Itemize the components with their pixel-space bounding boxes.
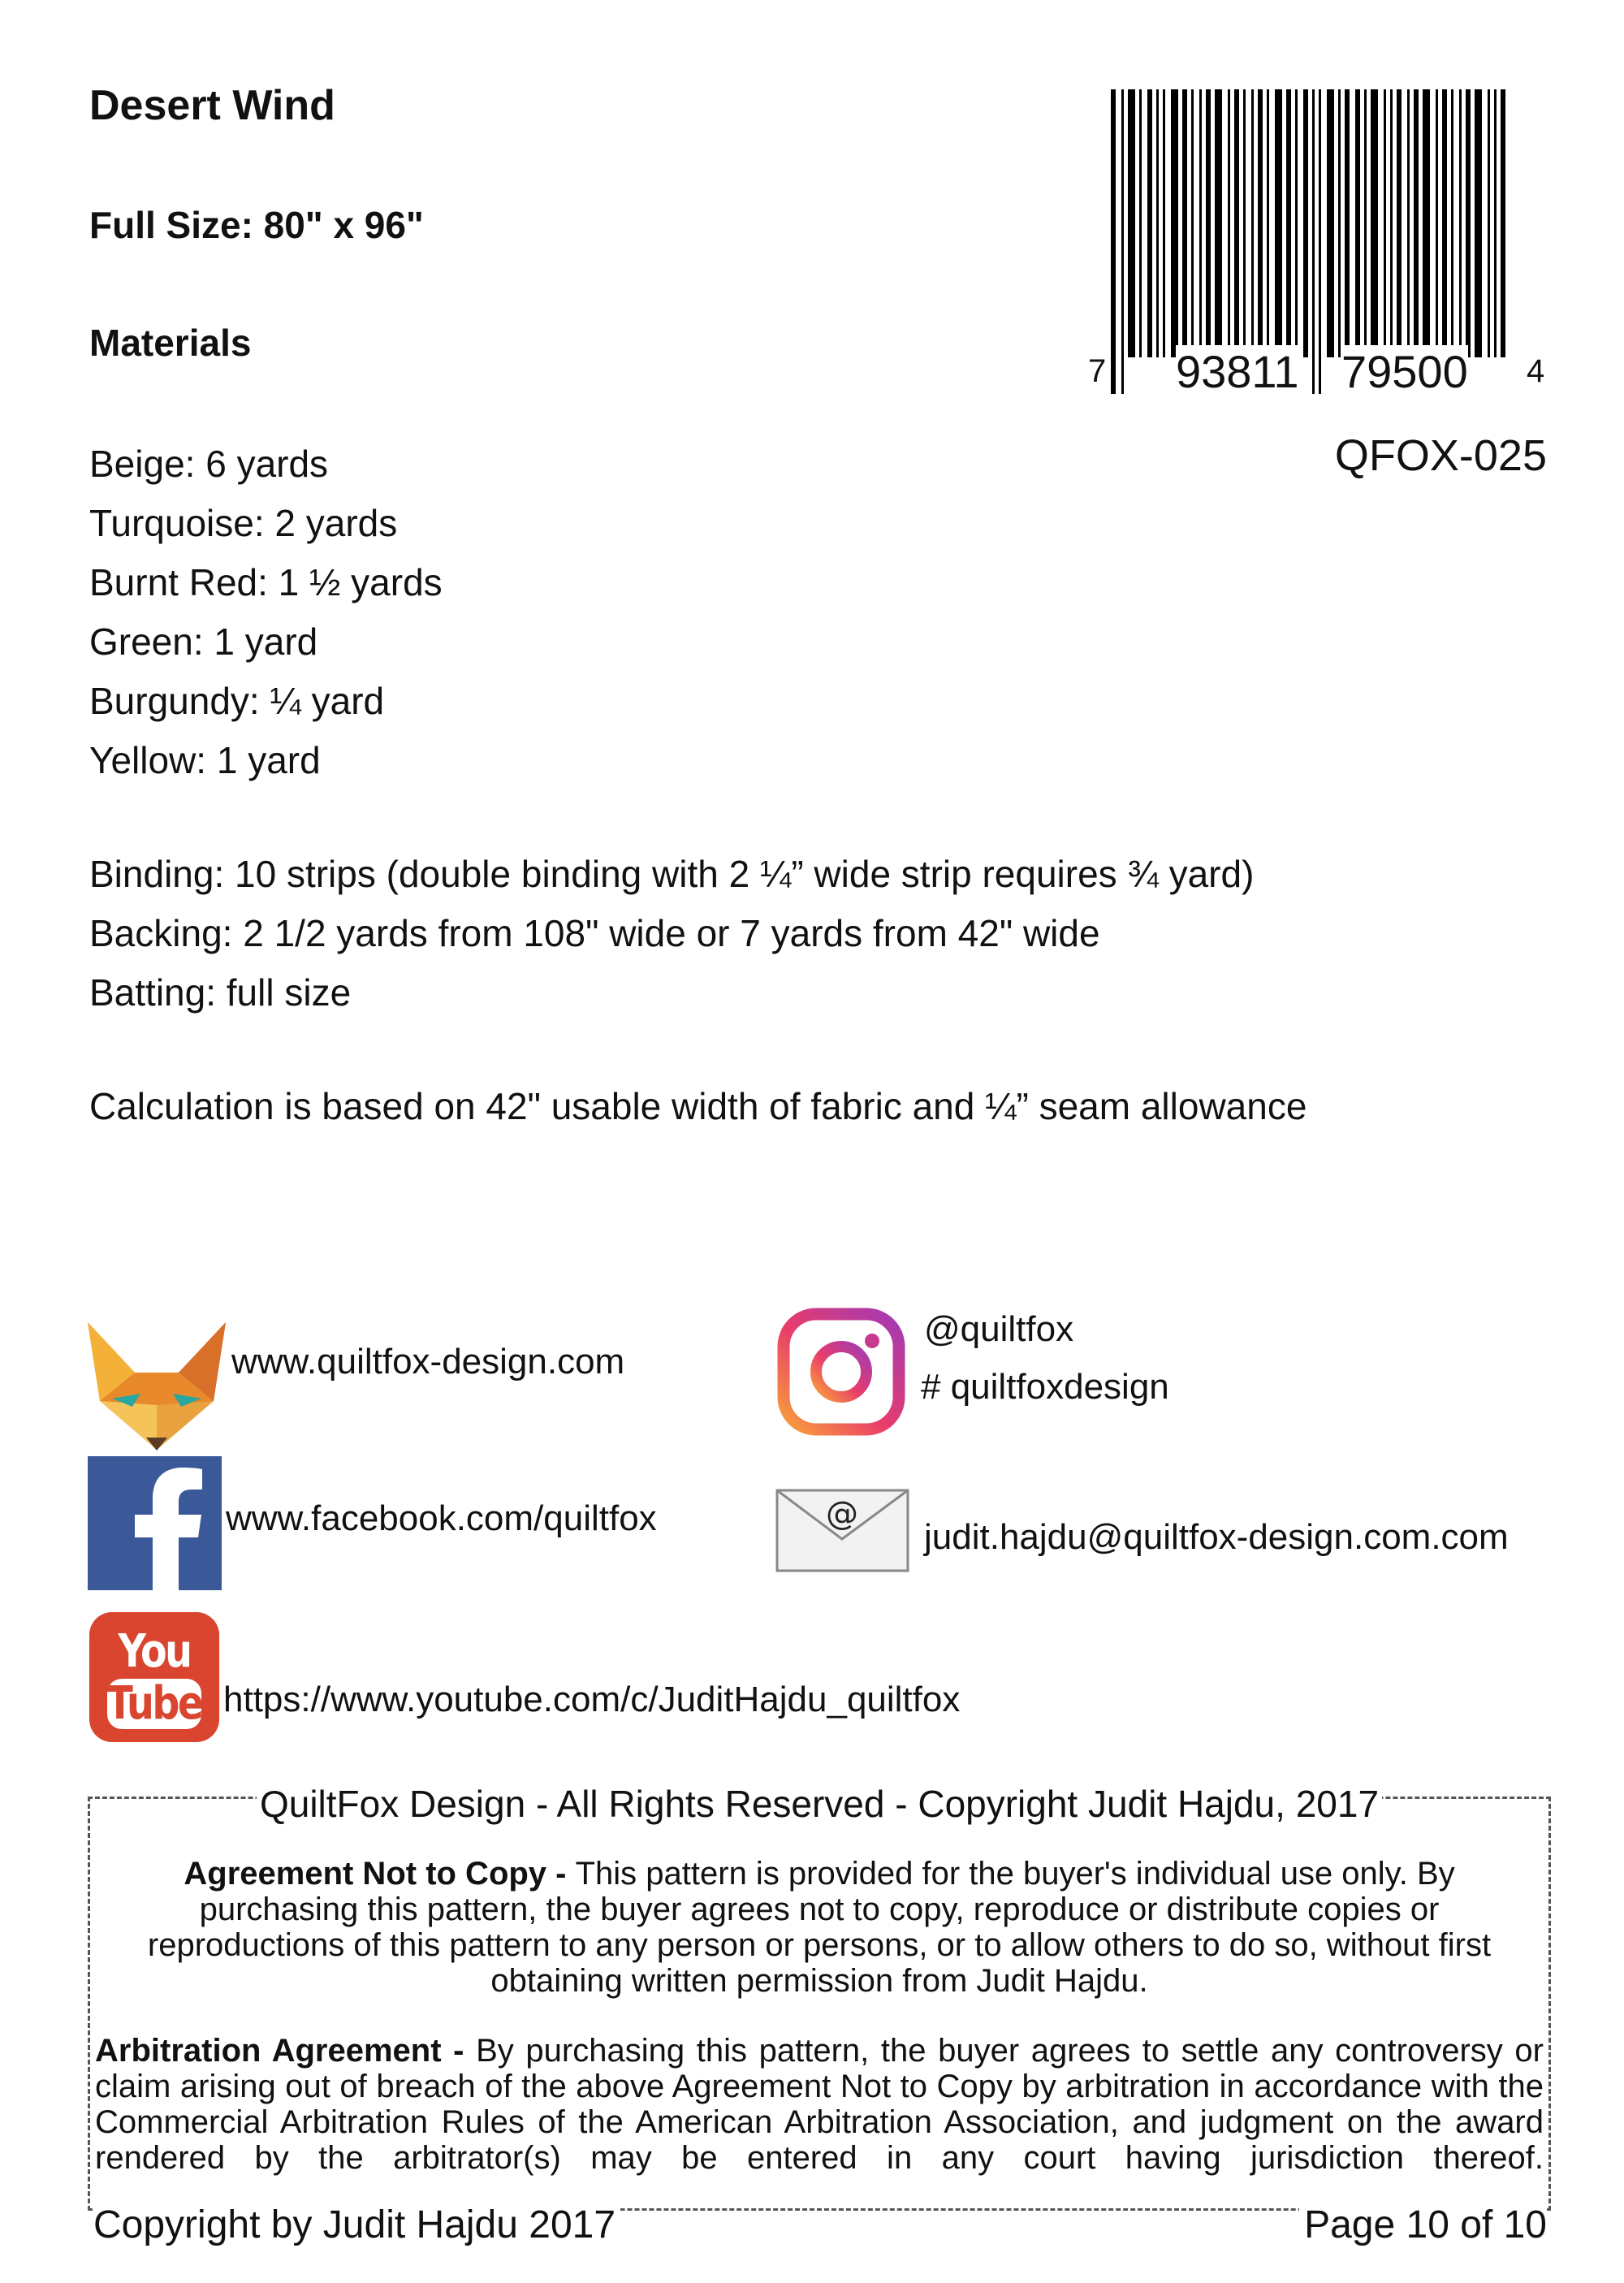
barcode-group-2: 79500 — [1341, 346, 1468, 397]
barcode-digit-right: 4 — [1527, 353, 1545, 389]
barcode-digit-left: 7 — [1088, 353, 1107, 389]
material-item: Turquoise: 2 yards — [89, 502, 398, 544]
arbitration-label: Arbitration Agreement - — [95, 2033, 477, 2069]
facebook-icon — [88, 1456, 222, 1590]
barcode-bar — [1199, 89, 1202, 357]
materials-heading: Materials — [89, 322, 252, 364]
barcode-bar — [1128, 89, 1135, 357]
legal-heading: QuiltFox Design - All Rights Reserved - Copyright Judit Hajdu, 2017 — [90, 1786, 1548, 1822]
youtube-logo-top: You — [118, 1625, 191, 1678]
barcode-bar — [1171, 89, 1178, 357]
material-item: Beige: 6 yards — [89, 443, 329, 485]
barcode-bar — [1286, 89, 1291, 357]
barcode-bar — [1147, 89, 1152, 357]
arbitration-text: By purchasing this pattern, the buyer agrees to settle any controversy or claim arising out of breach of the above Agreement Not to Copy by arbitration in accordance with the Commercial Arbitration Rules of the American Arbitration Association, and judgment on the award rendered by the arbitrator(s) may be entered in any court having jurisdiction thereof. — [95, 2033, 1544, 2176]
agreement-text: This pattern is provided for the buyer's individual use only. By purchasing this pattern, the buyer agrees not to copy, reproduce or distribute copies or reproductions of this pattern to any person or persons, or to allow others to do so, without first obtaining written permission from Judit Hajdu. — [147, 1856, 1492, 1999]
barcode-bar — [1267, 89, 1269, 357]
barcode-bar — [1243, 89, 1246, 357]
barcode-bar — [1451, 89, 1453, 357]
note-binding: Binding: 10 strips (double binding with 2 ¼” wide strip requires ¾ yard) — [89, 853, 1255, 895]
barcode-bar — [1251, 89, 1254, 357]
barcode-bar — [1275, 89, 1282, 357]
barcode-bar — [1390, 89, 1393, 357]
barcode-bar — [1442, 89, 1447, 357]
barcode-bar — [1355, 89, 1360, 357]
barcode-bar — [1345, 89, 1350, 357]
barcode-bar — [1156, 89, 1159, 357]
legal-notice — [88, 1783, 1551, 2211]
barcode-bar — [1494, 89, 1497, 357]
website-link[interactable]: www.quiltfox-design.com — [231, 1342, 625, 1381]
calculation-note: Calculation is based on 42" usable width of fabric and ¼” seam allowance — [89, 1085, 1307, 1127]
material-item: Burgundy: ¼ yard — [89, 680, 385, 722]
barcode-bar — [1488, 89, 1490, 357]
barcode-bar — [1466, 89, 1471, 357]
barcode-bar — [1501, 89, 1505, 357]
barcode-bar — [1327, 89, 1334, 357]
fox-logo-icon — [88, 1316, 226, 1454]
arbitration-agreement — [90, 2033, 1548, 2176]
barcode-group-1: 93811 — [1176, 346, 1299, 397]
barcode-bar — [1121, 89, 1124, 394]
facebook-link[interactable]: www.facebook.com/quiltfox — [226, 1498, 657, 1538]
instagram-hashtag[interactable]: # quiltfoxdesign — [921, 1367, 1169, 1407]
agreement-not-to-copy — [90, 1856, 1548, 1999]
material-item: Yellow: 1 yard — [89, 739, 321, 781]
note-batting: Batting: full size — [89, 971, 352, 1014]
barcode-bar — [1163, 89, 1165, 357]
email-envelope-icon — [775, 1489, 909, 1572]
youtube-link[interactable]: https://www.youtube.com/c/JuditHajdu_quiltfox — [223, 1680, 961, 1719]
youtube-logo-bottom: Tube — [106, 1677, 202, 1730]
barcode-bar — [1111, 89, 1116, 394]
barcode-bar — [1407, 89, 1410, 357]
barcode — [1088, 89, 1545, 398]
barcode-bar — [1258, 89, 1263, 357]
barcode-bar — [1191, 89, 1194, 357]
barcode-bar — [1228, 89, 1230, 357]
barcode-bar — [1295, 89, 1298, 357]
barcode-bar — [1397, 89, 1402, 357]
pattern-size: Full Size: 80" x 96" — [89, 204, 424, 246]
materials-list — [89, 435, 443, 790]
barcode-bar — [1312, 89, 1315, 394]
youtube-icon — [89, 1612, 219, 1742]
barcode-bar — [1303, 89, 1308, 357]
barcode-bar — [1215, 89, 1222, 357]
barcode-bar — [1182, 89, 1187, 357]
barcode-bar — [1423, 89, 1430, 357]
pattern-title: Desert Wind — [89, 82, 335, 129]
barcode-bar — [1206, 89, 1211, 357]
material-item: Green: 1 yard — [89, 620, 318, 663]
note-backing: Backing: 2 1/2 yards from 108" wide or 7 yards from 42" wide — [89, 912, 1100, 954]
barcode-bar — [1384, 89, 1386, 357]
instagram-handle[interactable]: @quiltfox — [924, 1309, 1074, 1349]
product-code: QFOX-025 — [1334, 431, 1547, 480]
page-number: Page 10 of 10 — [1299, 2203, 1547, 2247]
svg-text:@: @ — [826, 1495, 858, 1533]
barcode-bar — [1319, 89, 1321, 394]
material-item: Burnt Red: 1 ½ yards — [89, 561, 443, 603]
finishing-notes — [89, 845, 1254, 1023]
email-link[interactable]: judit.hajdu@quiltfox-design.com.com — [924, 1517, 1509, 1557]
barcode-bar — [1436, 89, 1438, 357]
barcode-bar — [1475, 89, 1482, 357]
barcode-bar — [1459, 89, 1462, 357]
agreement-label: Agreement Not to Copy - — [184, 1856, 576, 1892]
barcode-bar — [1414, 89, 1419, 357]
barcode-bar — [1234, 89, 1239, 357]
barcode-bar — [1139, 89, 1142, 357]
instagram-icon — [777, 1308, 905, 1436]
footer-copyright: Copyright by Judit Hajdu 2017 — [93, 2203, 620, 2247]
barcode-bar — [1364, 89, 1367, 357]
barcode-bar — [1371, 89, 1378, 357]
barcode-bar — [1338, 89, 1341, 357]
